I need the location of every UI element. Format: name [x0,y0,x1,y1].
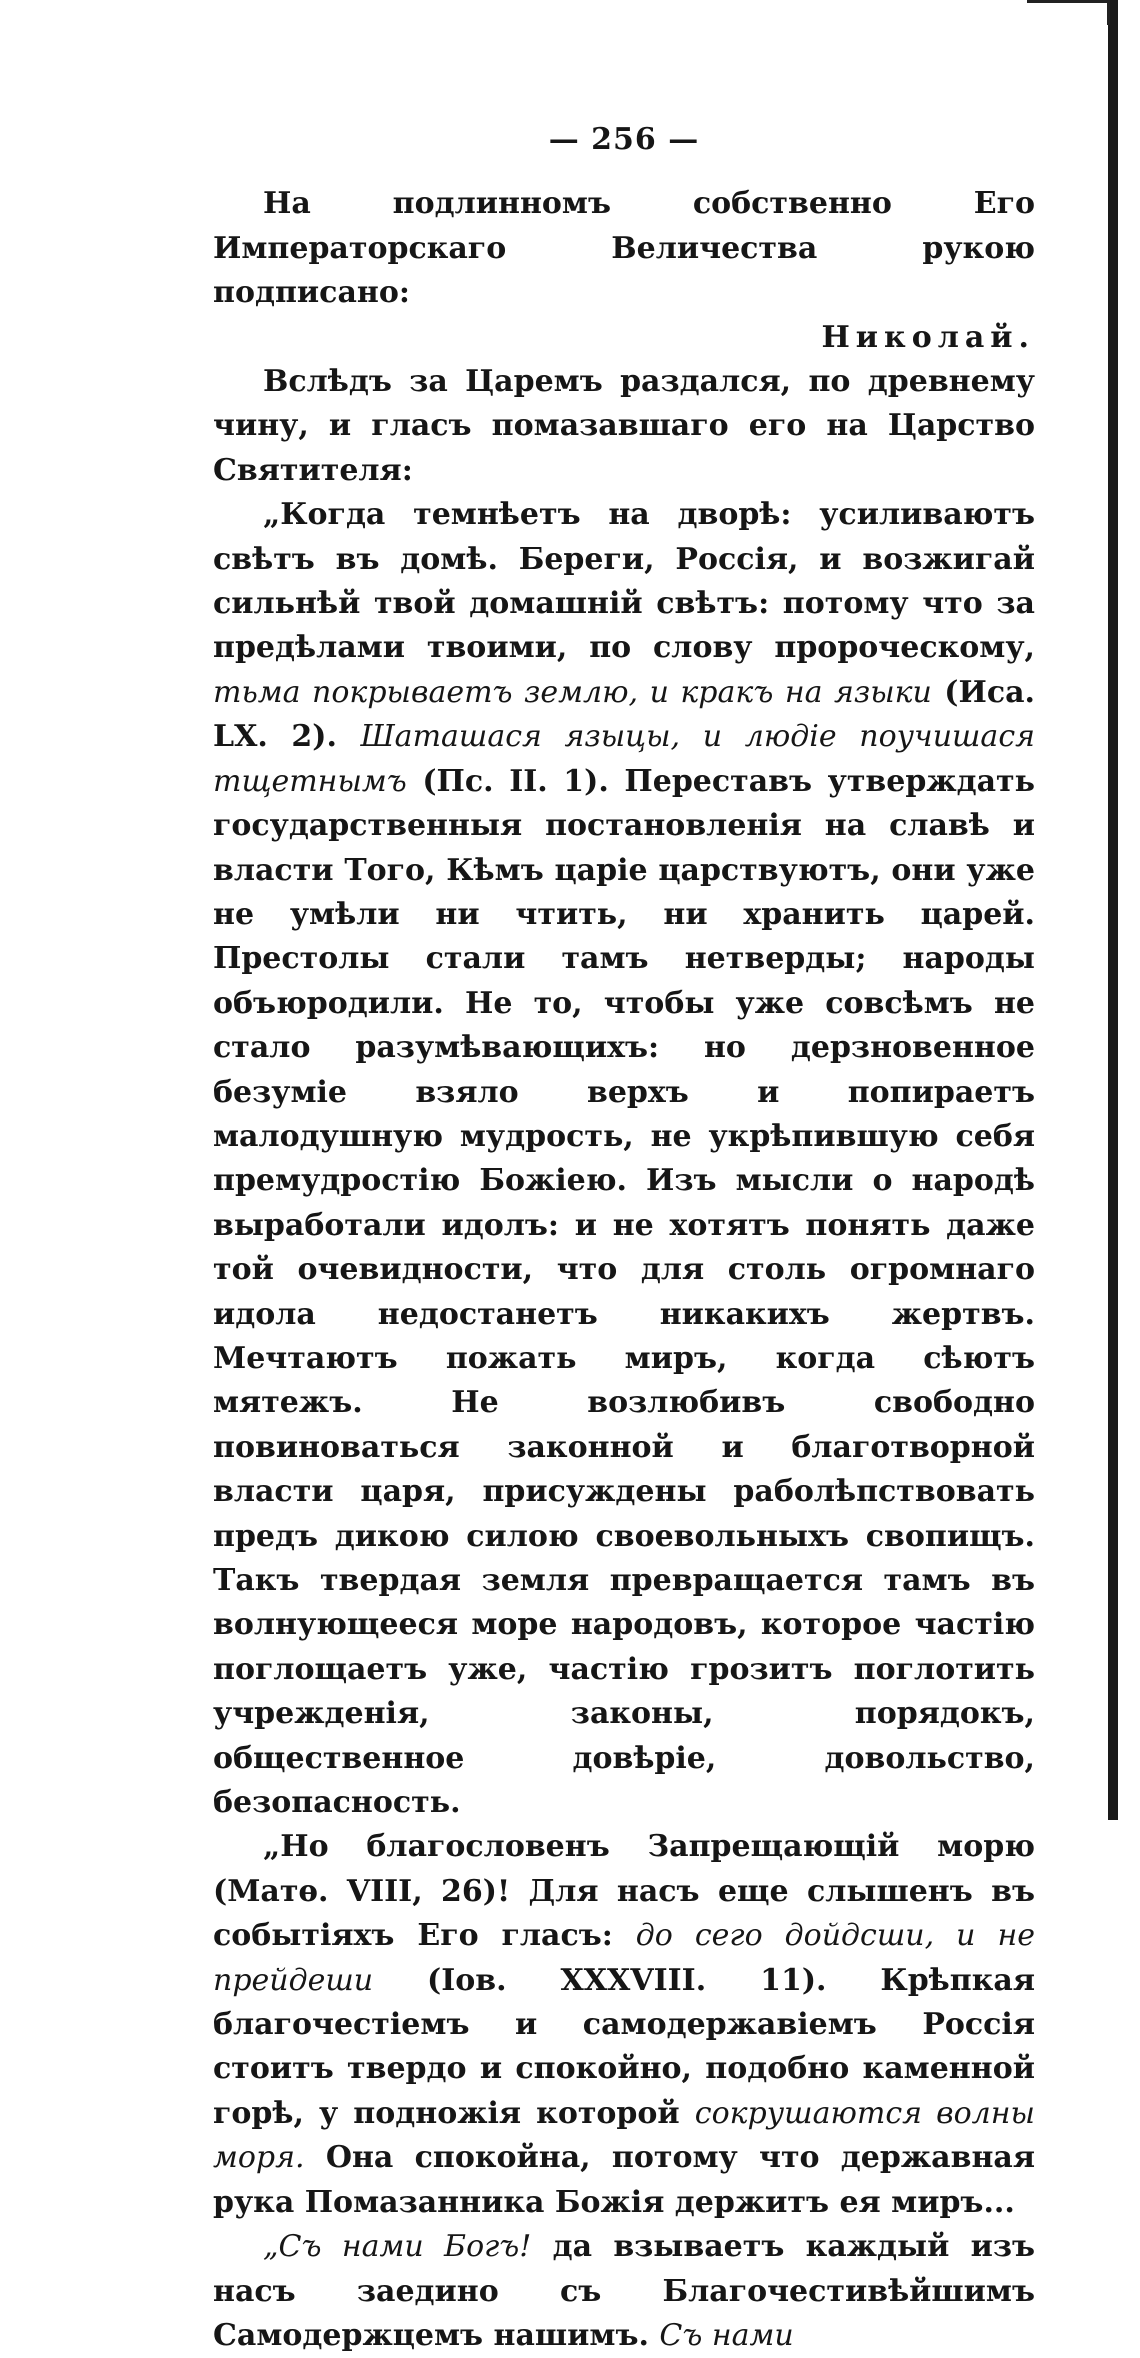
paragraph-2 [213,493,1035,1825]
paragraph-4-quote-1: „Съ нами Богъ! [263,2229,532,2265]
paragraph-3-text-a: „Но благословенъ Запрещающій морю (Матѳ. VIII, 26)! Для насъ еще слышенъ въ событіяхъ Его гласъ: [213,1829,1035,1954]
paragraph-2-quote-2: Шаташася языцы, и людіе поучишася тщетнымъ [213,719,1035,799]
paragraph-3-quote-1: до сего дойдсши, и не прейдеши [213,1918,1035,1998]
paragraph-4-text: да взываетъ каждый изъ насъ заедино съ Благочестивѣйшимъ Самодержцемъ нашимъ. [213,2229,1035,2353]
scan-edge [1108,0,1118,1820]
paragraph-3-text-b: (Іов. XXXVIII. 11). Крѣпкая благочестіемъ и самодержавіемъ Россія стоитъ твердо и спокойно, подобно каменной горѣ, у подножія которой [213,1962,1035,2131]
paragraph-2-text-a: „Когда темнѣетъ на дворѣ: усиливаютъ свѣтъ въ домѣ. Береги, Россія, и возжигай сильнѣй твой домашній свѣтъ: потому что за предѣлами твоими, по слову пророческому, [213,497,1035,666]
paragraph-3 [213,1825,1035,2225]
paragraph-2-text-b: (Пс. II. 1). Переставъ утверждать государственныя постановленія на славѣ и власти Того, Кѣмъ царіе царствуютъ, они уже не умѣли ни чтить, ни хранить царей. Престолы стали тамъ нетверды; народы объюродили. Не то, чтобы уже совсѣмъ не стало разумѣвающихъ: но дерзновенное безуміе взяло верхъ и попираетъ малодушную мудрость, не укрѣпившую себя премудростію Божіею. Изъ мысли о народѣ выработали идолъ: и не хотятъ понять даже той очевидности, что для столь огромнаго идола недостанетъ никакихъ жертвъ. Мечтаютъ пожать миръ, когда сѣютъ мятежъ. Не возлюбивъ свободно повиноваться законной и благотворной власти царя, присуждены раболѣпствовать предъ дикою силою своевольныхъ свопищъ. Такъ твердая земля превращается тамъ въ волнующееся море народовъ, которое частію поглощаетъ уже, частію грозитъ поглотить учрежденія, законы, порядокъ, общественное довѣріе, довольство, безопасность. [213,763,1036,1821]
book-page [213,118,1035,2358]
paragraph-2-quote-1: тьма покрываетъ землю, и кракъ на языки [213,674,932,710]
paragraph-1: Вслѣдъ за Царемъ раздался, по древнему чину, и гласъ помазавшаго его на Царство Святителя: [213,364,1035,488]
paragraph-4 [213,2225,1035,2358]
signature: Николай. [821,319,1035,355]
paragraph-3-quote-2: сокрушаются волны моря. [213,2095,1035,2176]
paragraph-2-ref-1: (Иса. LX. 2). [213,674,1035,755]
page-number: — 256 — [548,122,700,157]
paragraph-4-quote-2: Съ нами [659,2317,794,2353]
signature-note: На подлинномъ собственно Его Императорскаго Величества рукою подписано: [213,186,1035,311]
scan-edge-mark [1027,0,1110,25]
paragraph-3-text-c: Она спокойна, потому что державная рука Помазанника Божія держитъ ея миръ... [213,2140,1036,2220]
